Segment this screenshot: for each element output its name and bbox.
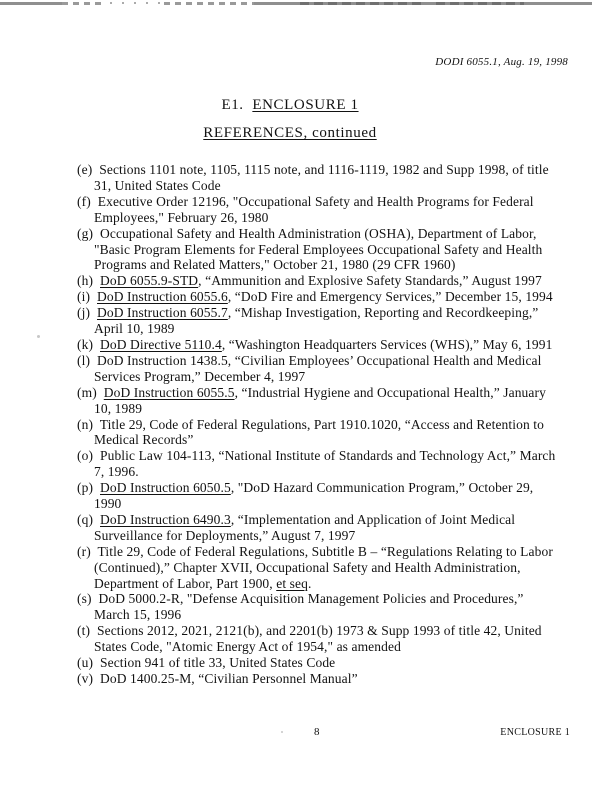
- reference-label: (t): [77, 623, 91, 639]
- reference-text: Executive Order 12196, "Occupational Safety and Health Programs for Federal: [97, 193, 534, 209]
- reference-line: [77, 448, 556, 464]
- reference-line: [94, 560, 555, 576]
- reference-line: [77, 384, 555, 401]
- enclosure-footer-label: ENCLOSURE 1: [500, 727, 570, 738]
- reference-text: Public Law 104-113, “National Institute of Standards and Technology Act,” March: [100, 448, 556, 464]
- reference-text: , “Mishap Investigation, Reporting and Recordkeeping,”: [227, 305, 539, 321]
- reference-text: Surveillance for Deployments,” August 7, 1997: [94, 527, 356, 543]
- reference-label: (i): [77, 289, 91, 305]
- reference-text: , “Washington Headquarters Services (WHS),” May 6, 1991: [221, 336, 553, 352]
- reference-label: (v): [77, 671, 94, 686]
- underlined-citation: DoD Instruction 6050.5: [100, 480, 231, 496]
- reference-item: [77, 591, 555, 623]
- reference-line: [94, 369, 555, 385]
- underlined-citation: DoD 6055.9-STD: [100, 273, 199, 289]
- reference-line: [77, 623, 555, 639]
- reference-line: [77, 193, 555, 210]
- reference-line: [77, 655, 555, 671]
- reference-label: (h): [77, 273, 94, 289]
- reference-label: (u): [77, 655, 94, 671]
- reference-text: DoD 5000.2-R, "Defense Acquisition Management Policies and Procedures,”: [98, 591, 524, 607]
- reference-label: (r): [77, 543, 91, 559]
- reference-text: 10, 1989: [94, 400, 143, 416]
- reference-item: [77, 448, 556, 480]
- references-heading: REFERENCES, continued: [203, 125, 377, 141]
- reference-line: [94, 607, 555, 623]
- reference-label: (n): [77, 416, 94, 432]
- reference-text: Occupational Safety and Health Administration (OSHA), Department of Labor,: [100, 225, 537, 241]
- reference-list: [77, 162, 555, 687]
- reference-line: [94, 639, 555, 655]
- reference-label: (f): [77, 193, 91, 209]
- reference-line: [77, 671, 555, 687]
- reference-item: [77, 289, 555, 305]
- reference-text: Department of Labor, Part 1900,: [94, 575, 277, 591]
- reference-item: [77, 416, 555, 449]
- reference-label: (e): [77, 162, 93, 177]
- scan-line-segment: [436, 2, 524, 5]
- reference-line: [77, 480, 555, 496]
- reference-text: Section 941 of title 33, United States Code: [100, 655, 336, 671]
- reference-text: 7, 1996.: [94, 464, 139, 480]
- reference-line: [77, 591, 555, 607]
- reference-line: [94, 242, 555, 258]
- reference-line: [77, 543, 555, 560]
- reference-item: [77, 655, 555, 671]
- reference-line: [77, 225, 555, 242]
- reference-text: Sections 1101 note, 1105, 1115 note, and 1116-1119, 1982 and Supp 1998, of title: [99, 162, 549, 177]
- reference-text: States Code, "Atomic Energy Act of 1954," as amended: [94, 639, 401, 655]
- reference-text: Employees," February 26, 1980: [94, 209, 269, 225]
- reference-item: [77, 225, 555, 274]
- reference-line: [94, 528, 555, 544]
- reference-item: [77, 352, 555, 385]
- reference-line: [77, 289, 555, 305]
- reference-text: "Basic Program Elements for Federal Employees Occupational Safety and Health: [94, 241, 543, 257]
- reference-line: [94, 464, 555, 480]
- reference-line: [94, 576, 555, 592]
- reference-text: Title 29, Code of Federal Regulations, Subtitle B – “Regulations Relating to Labor: [97, 543, 553, 559]
- reference-label: (q): [77, 511, 94, 527]
- underlined-citation: DoD Directive 5110.4: [100, 336, 222, 352]
- reference-text: , “Implementation and Application of Joint Medical: [230, 511, 516, 527]
- reference-text: March 15, 1996: [94, 607, 182, 623]
- reference-line: [94, 401, 555, 417]
- reference-line: [94, 321, 555, 337]
- scan-line-segment: [164, 2, 254, 5]
- reference-label: (o): [77, 448, 94, 464]
- reference-line: [77, 352, 555, 369]
- reference-line: [94, 178, 555, 194]
- reference-item: [77, 193, 555, 226]
- reference-item: [77, 305, 555, 337]
- reference-item: [77, 671, 555, 687]
- underlined-citation: et seq: [276, 575, 308, 591]
- reference-text: , "DoD Hazard Communication Program,” October 29,: [230, 480, 534, 496]
- reference-text: Medical Records”: [94, 432, 194, 448]
- reference-line: [77, 416, 555, 433]
- reference-text: .: [307, 575, 312, 591]
- underlined-citation: DoD Instruction 6055.6: [97, 289, 228, 305]
- reference-text: , “Ammunition and Explosive Safety Standards,” August 1997: [198, 273, 542, 289]
- reference-text: April 10, 1989: [94, 321, 175, 337]
- reference-line: [77, 305, 555, 321]
- reference-line: [77, 273, 555, 289]
- reference-line: [77, 162, 555, 178]
- reference-text: Programs and Related Matters," October 21, 1980 (29 CFR 1960): [94, 257, 456, 273]
- reference-line: [94, 432, 555, 448]
- reference-line: [94, 257, 555, 273]
- reference-label: (k): [77, 336, 94, 352]
- document-id-header: DODI 6055.1, Aug. 19, 1998: [435, 56, 568, 68]
- underlined-citation: DoD Instruction 6055.7: [97, 305, 228, 321]
- underlined-citation: DoD Instruction 6055.5: [103, 384, 235, 400]
- reference-line: [94, 496, 555, 512]
- reference-text: DoD 1400.25-M, “Civilian Personnel Manual”: [100, 671, 358, 686]
- reference-label: (j): [77, 305, 91, 321]
- reference-item: [77, 384, 555, 417]
- scan-line-segment: [300, 2, 425, 5]
- scan-speck: [37, 335, 40, 338]
- reference-text: , “Industrial Hygiene and Occupational Health,” January: [234, 384, 546, 400]
- scan-line-segment: [0, 2, 62, 5]
- reference-text: Services Program,” December 4, 1997: [94, 368, 306, 384]
- scan-speck: [281, 731, 283, 733]
- reference-text: Sections 2012, 2021, 2121(b), and 2201(b) 1973 & Supp 1993 of title 42, United: [97, 623, 542, 639]
- scan-line-segment: [110, 2, 162, 4]
- reference-label: (l): [77, 352, 91, 368]
- reference-item: [77, 480, 555, 512]
- reference-item: [77, 273, 555, 289]
- title-block: [0, 97, 580, 142]
- enclosure-title-text: ENCLOSURE 1: [252, 97, 359, 113]
- reference-label: (g): [77, 225, 94, 241]
- reference-item: [77, 162, 555, 194]
- reference-line: [94, 210, 555, 226]
- reference-label: (p): [77, 480, 94, 496]
- underlined-citation: DoD Instruction 6490.3: [100, 511, 231, 527]
- enclosure-title: [0, 97, 580, 114]
- reference-text: DoD Instruction 1438.5, “Civilian Employees’ Occupational Health and Medical: [97, 352, 542, 368]
- reference-line: [77, 511, 555, 528]
- page-number: 8: [314, 726, 320, 738]
- reference-item: [77, 543, 555, 592]
- scan-line-segment: [62, 2, 106, 5]
- reference-label: (m): [77, 384, 97, 400]
- reference-item: [77, 511, 555, 544]
- reference-line: [77, 336, 555, 353]
- reference-text: (Continued),” Chapter XVII, Occupational Safety and Health Administration,: [94, 559, 521, 575]
- reference-text: , “DoD Fire and Emergency Services,” December 15, 1994: [227, 289, 553, 305]
- enclosure-number: E1.: [221, 97, 244, 113]
- reference-label: (s): [77, 591, 92, 607]
- reference-text: Title 29, Code of Federal Regulations, Part 1910.1020, “Access and Retention to: [99, 416, 544, 432]
- reference-item: [77, 336, 555, 353]
- reference-text: 31, United States Code: [94, 177, 221, 193]
- reference-item: [77, 623, 555, 655]
- reference-text: 1990: [94, 496, 122, 512]
